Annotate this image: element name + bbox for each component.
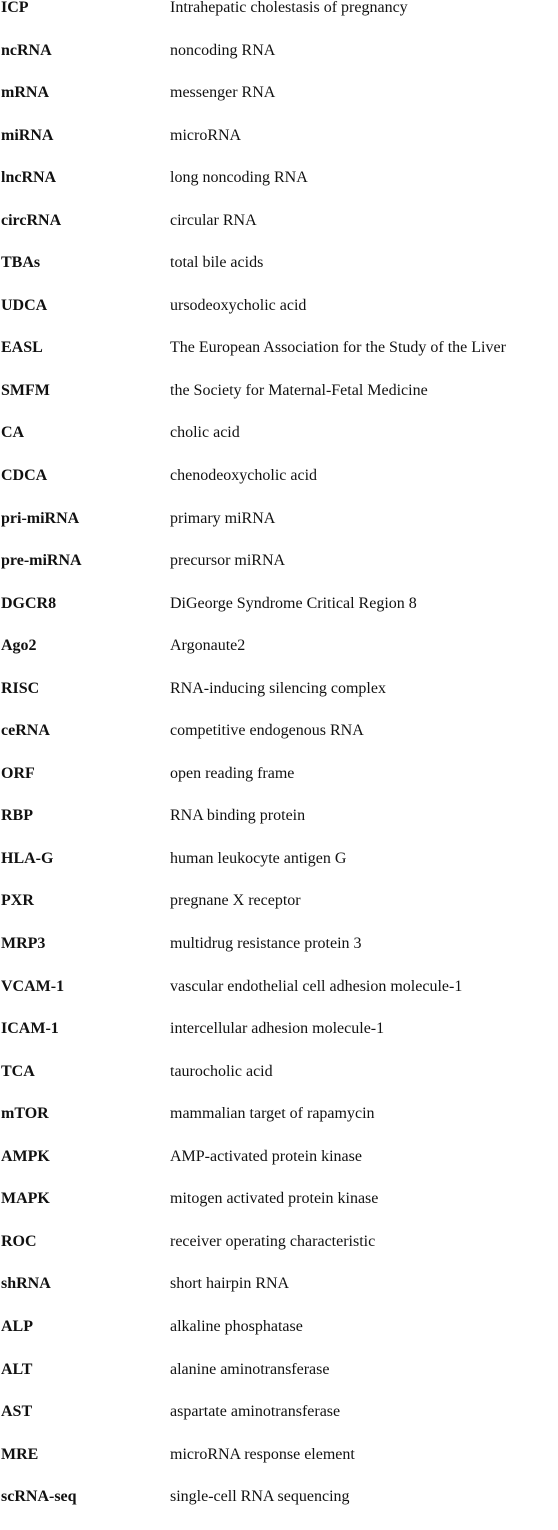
abbreviation-definition: competitive endogenous RNA — [170, 722, 364, 740]
abbreviation-definition: alanine aminotransferase — [170, 1360, 330, 1378]
abbreviation-term: CA — [1, 424, 25, 442]
abbreviation-term: MAPK — [1, 1190, 50, 1208]
abbreviation-term: MRE — [1, 1445, 39, 1463]
abbreviation-term: shRNA — [1, 1275, 51, 1293]
abbreviation-term: ORF — [1, 764, 35, 782]
abbreviation-term: VCAM-1 — [1, 977, 65, 995]
abbreviation-term: PXR — [1, 892, 34, 910]
abbreviation-term: TBAs — [1, 254, 41, 272]
abbreviation-row — [0, 1147, 558, 1190]
abbreviation-term: miRNA — [1, 126, 54, 144]
abbreviation-definition: aspartate aminotransferase — [170, 1403, 341, 1421]
abbreviation-term: AST — [1, 1403, 33, 1421]
abbreviation-definition: RNA-inducing silencing complex — [170, 679, 386, 697]
abbreviation-row — [0, 1189, 558, 1232]
abbreviation-definition: mitogen activated protein kinase — [170, 1190, 379, 1208]
abbreviation-term: lncRNA — [1, 169, 57, 187]
abbreviation-definition: DiGeorge Syndrome Critical Region 8 — [170, 594, 417, 612]
abbreviation-row — [0, 296, 558, 339]
abbreviation-definition: human leukocyte antigen G — [170, 849, 347, 867]
abbreviation-definition: Intrahepatic cholestasis of pregnancy — [170, 0, 408, 16]
abbreviation-definition: ursodeoxycholic acid — [170, 296, 307, 314]
abbreviation-row — [0, 0, 558, 41]
abbreviation-term: RBP — [1, 807, 33, 825]
abbreviation-row — [0, 1360, 558, 1403]
abbreviation-definition: AMP-activated protein kinase — [170, 1147, 362, 1165]
abbreviation-term: CDCA — [1, 467, 48, 485]
abbreviation-row — [0, 977, 558, 1020]
abbreviation-row — [0, 1019, 558, 1062]
abbreviation-row — [0, 1445, 558, 1488]
abbreviation-row — [0, 721, 558, 764]
abbreviation-definition: intercellular adhesion molecule-1 — [170, 1020, 385, 1038]
abbreviation-row — [0, 1402, 558, 1445]
abbreviation-row — [0, 381, 558, 424]
abbreviation-term: scRNA-seq — [1, 1488, 77, 1506]
abbreviation-definition: receiver operating characteristic — [170, 1232, 376, 1250]
abbreviation-row — [0, 41, 558, 84]
abbreviation-row — [0, 338, 558, 381]
abbreviation-definition: RNA binding protein — [170, 807, 306, 825]
abbreviation-row — [0, 849, 558, 892]
abbreviation-term: pri-miRNA — [1, 509, 80, 527]
abbreviation-row — [0, 806, 558, 849]
abbreviation-row — [0, 1062, 558, 1105]
abbreviation-row — [0, 891, 558, 934]
abbreviation-definition: pregnane X receptor — [170, 892, 301, 910]
abbreviation-row — [0, 636, 558, 679]
abbreviation-term: ceRNA — [1, 722, 50, 740]
abbreviation-row — [0, 126, 558, 169]
abbreviation-row — [0, 83, 558, 126]
abbreviation-term: ICP — [1, 0, 29, 16]
abbreviation-definition: single-cell RNA sequencing — [170, 1488, 350, 1506]
abbreviation-term: mTOR — [1, 1105, 49, 1123]
abbreviation-term: MRP3 — [1, 935, 46, 953]
abbreviation-term: AMPK — [1, 1147, 50, 1165]
abbreviation-definition: The European Association for the Study of the Liver — [170, 339, 506, 357]
abbreviation-definition: short hairpin RNA — [170, 1275, 290, 1293]
abbreviation-row — [0, 594, 558, 637]
abbreviation-definition: precursor miRNA — [170, 552, 286, 570]
abbreviation-row — [0, 1274, 558, 1317]
abbreviation-definition: vascular endothelial cell adhesion molecule-1 — [170, 977, 463, 995]
abbreviation-row — [0, 1317, 558, 1360]
abbreviation-row — [0, 211, 558, 254]
abbreviation-term: TCA — [1, 1062, 35, 1080]
abbreviation-row — [0, 551, 558, 594]
abbreviation-term: ICAM-1 — [1, 1020, 59, 1038]
abbreviation-term: mRNA — [1, 84, 49, 102]
abbreviation-definition: noncoding RNA — [170, 41, 276, 59]
abbreviation-definition: long noncoding RNA — [170, 169, 308, 187]
abbreviation-term: UDCA — [1, 296, 48, 314]
abbreviation-row — [0, 253, 558, 296]
abbreviation-definition: taurocholic acid — [170, 1062, 273, 1080]
abbreviation-row — [0, 934, 558, 977]
abbreviation-definition: microRNA response element — [170, 1445, 355, 1463]
abbreviation-definition: messenger RNA — [170, 84, 276, 102]
abbreviation-term: EASL — [1, 339, 43, 357]
abbreviation-term: circRNA — [1, 211, 62, 229]
abbreviation-definition: microRNA — [170, 126, 242, 144]
abbreviation-row — [0, 466, 558, 509]
abbreviation-definition: Argonaute2 — [170, 637, 246, 655]
abbreviation-row — [0, 423, 558, 466]
abbreviation-row — [0, 168, 558, 211]
abbreviation-term: SMFM — [1, 381, 50, 399]
abbreviation-definition: alkaline phosphatase — [170, 1317, 303, 1335]
abbreviation-definition: chenodeoxycholic acid — [170, 467, 318, 485]
abbreviation-term: HLA-G — [1, 849, 54, 867]
abbreviation-row — [0, 1104, 558, 1147]
abbreviation-definition: mammalian target of rapamycin — [170, 1105, 375, 1123]
abbreviation-row — [0, 1487, 558, 1530]
abbreviation-term: RISC — [1, 679, 40, 697]
abbreviation-definition: total bile acids — [170, 254, 264, 272]
abbreviation-term: ALP — [1, 1317, 33, 1335]
abbreviation-term: ROC — [1, 1232, 37, 1250]
abbreviation-term: ALT — [1, 1360, 33, 1378]
abbreviation-row — [0, 764, 558, 807]
abbreviation-term: DGCR8 — [1, 594, 57, 612]
abbreviation-definition: the Society for Maternal-Fetal Medicine — [170, 381, 428, 399]
abbreviation-definition: cholic acid — [170, 424, 240, 442]
abbreviation-row — [0, 1232, 558, 1275]
abbreviation-term: Ago2 — [1, 637, 37, 655]
abbreviation-definition: circular RNA — [170, 211, 257, 229]
abbreviation-row — [0, 679, 558, 722]
abbreviation-definition: open reading frame — [170, 764, 295, 782]
abbreviation-definition: multidrug resistance protein 3 — [170, 935, 362, 953]
abbreviation-term: pre-miRNA — [1, 552, 82, 570]
abbreviation-definition: primary miRNA — [170, 509, 276, 527]
abbreviation-row — [0, 509, 558, 552]
abbreviation-term: ncRNA — [1, 41, 52, 59]
